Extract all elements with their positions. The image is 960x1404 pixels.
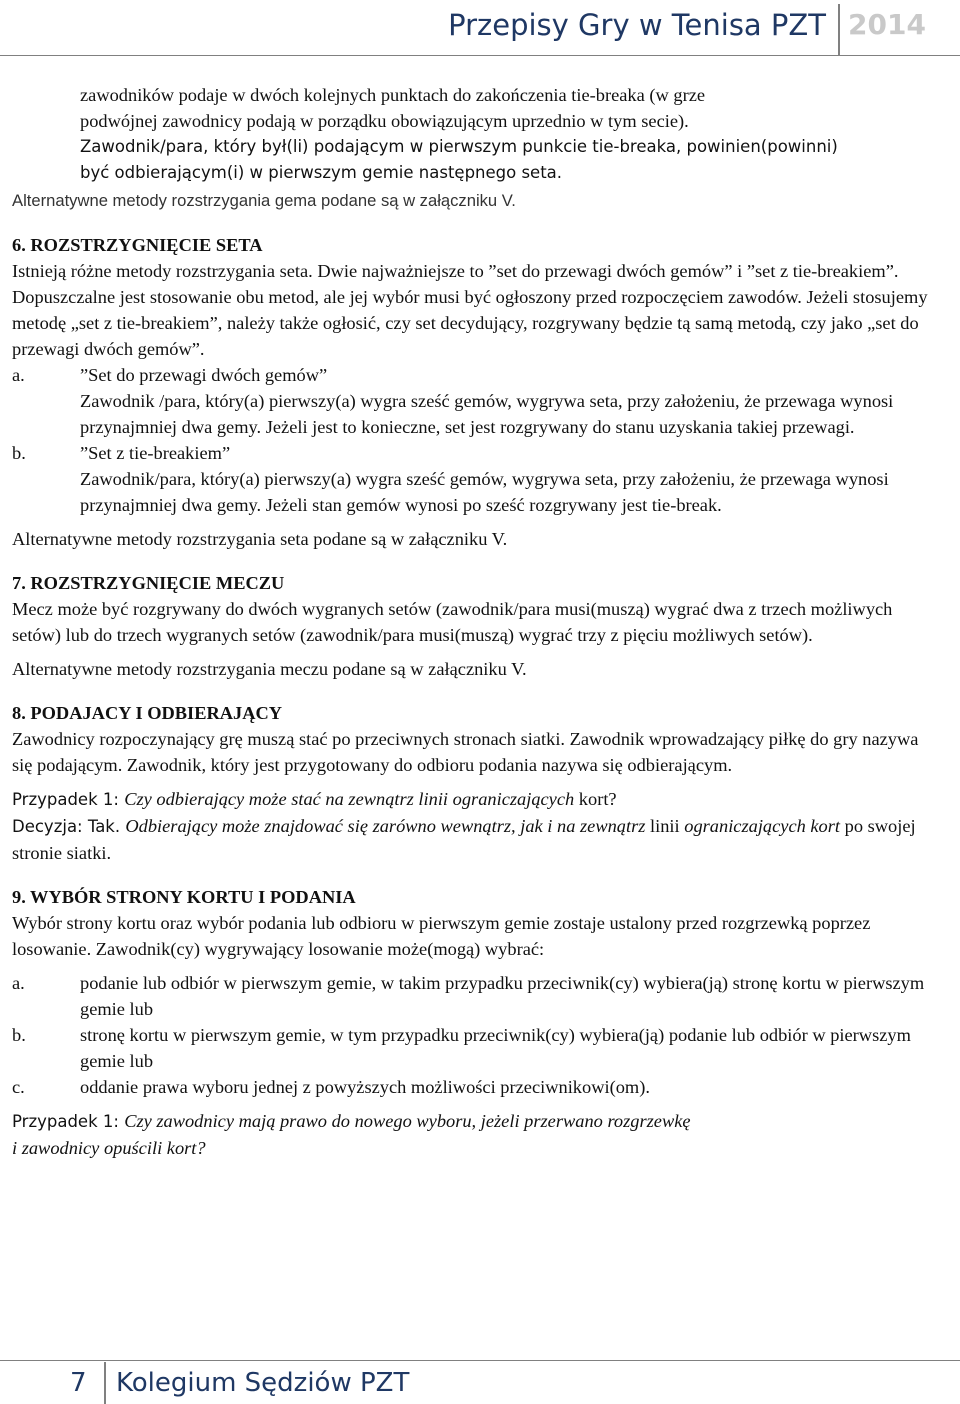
section-9-case <box>12 1108 942 1161</box>
header-year: 2014 <box>848 8 926 41</box>
list-item-title: ”Set do przewagi dwóch gemów” <box>80 365 328 385</box>
header-title: Przepisy Gry w Tenisa PZT <box>448 8 826 42</box>
list-marker: c. <box>12 1077 25 1097</box>
section-6-item-a-text: Zawodnik /para, który(a) pierwszy(a) wygra sześć gemów, wygrywa seta, przy założeniu, że przewaga wynosi przynajmniej dwa gemy. Jeżeli jest to konieczne, set jest rozgrywany do stanu uzyskania takiej przewagi. <box>80 391 894 437</box>
footer-rule <box>0 1360 960 1361</box>
section-9-item <box>12 970 942 1022</box>
case-question: i zawodnicy opuścili kort? <box>12 1138 206 1158</box>
section-6-body: Istnieją różne metody rozstrzygania seta. Dwie najważniejsze to ”set do przewagi dwóch gemów” i ”set z tie-breakiem”. Dopuszczalne jest stosowanie obu metod, ale jej wybór musi być ogłoszony przed rozpoczęciem zawodów. Jeżeli stosujemy metodę „set z tie-breakiem”, należy także ogłosić, czy set decydujący, rozgrywany będzie tą samą metodą, czy jako „set do przewagi dwóch gemów”. <box>12 261 928 359</box>
case-question: Czy odbierający może stać na zewnątrz linii ograniczających <box>124 789 575 809</box>
section-9-item <box>12 1022 942 1074</box>
section-9-heading: 9. WYBÓR STRONY KORTU I PODANIA <box>12 887 356 907</box>
alt-gem-note: Alternatywne metody rozstrzygania gema podane są w załączniku V. <box>12 191 516 210</box>
section-7-body: Mecz może być rozgrywany do dwóch wygranych setów (zawodnik/para musi(muszą) wygrać dwa z trzech możliwych setów) lub do trzech wygranych setów (zawodnik/para musi(muszą) wygrać trzy z pięciu możliwych setów). <box>12 599 893 645</box>
section-6-heading: 6. ROZSTRZYGNIĘCIE SETA <box>12 235 263 255</box>
section-8-heading: 8. PODAJACY I ODBIERAJĄCY <box>12 703 283 723</box>
case-label: Przypadek 1: <box>12 1112 125 1131</box>
list-marker: b. <box>12 443 26 463</box>
section-9-item <box>12 1074 942 1100</box>
intro-line: zawodników podaje w dwóch kolejnych punktach do zakończenia tie-breaka (w grze <box>80 85 706 105</box>
intro-line: Zawodnik/para, który był(li) podającym w pierwszym punkcie tie-breaka, powinien(powinni) <box>80 137 838 156</box>
section-7-heading: 7. ROZSTRZYGNIĘCIE MECZU <box>12 573 285 593</box>
alt-match-note: Alternatywne metody rozstrzygania meczu podane są w załączniku V. <box>12 659 527 679</box>
decision-italic: ograniczających kort <box>684 816 841 836</box>
section-8-case <box>12 786 942 813</box>
list-marker: a. <box>12 365 25 385</box>
decision-end: po swojej stronie siatki. <box>12 816 916 863</box>
list-item-text: podanie lub odbiór w pierwszym gemie, w takim przypadku przeciwnik(cy) wybiera(ją) stronę kortu w pierwszym gemie lub <box>80 973 925 1019</box>
decision-italic: Odbierający może znajdować się zarówno wewnątrz, jak i na zewnątrz <box>125 816 646 836</box>
section-9-body: Wybór strony kortu oraz wybór podania lub odbioru w pierwszym gemie zostaje ustalony przed rozgrzewką poprzez losowanie. Zawodnik(cy) wygrywający losowanie może(mogą) wybrać: <box>12 913 871 959</box>
header-rule <box>0 55 960 56</box>
section-6-item-b <box>12 440 942 466</box>
section-6-item-a <box>12 362 942 388</box>
section-8-body: Zawodnicy rozpoczynający grę muszą stać po przeciwnych stronach siatki. Zawodnik wprowadzający piłkę do gry nazywa się podającym. Zawodnik, który jest przygotowany do odbioru podania nazywa się odbierającym. <box>12 729 919 775</box>
case-question-end: kort? <box>574 789 617 809</box>
footer-org: Kolegium Sędziów PZT <box>116 1368 410 1398</box>
alt-set-note: Alternatywne metody rozstrzygania seta podane są w załączniku V. <box>12 529 508 549</box>
intro-paragraph <box>12 82 942 186</box>
header-divider <box>838 4 840 56</box>
list-marker: a. <box>12 973 25 993</box>
decision-mid: linii <box>645 816 685 836</box>
list-item-title: ”Set z tie-breakiem” <box>80 443 231 463</box>
intro-line: podwójnej zawodnicy podają w porządku obowiązującym uprzednio w tym secie). <box>80 111 689 131</box>
list-item-text: oddanie prawa wyboru jednej z powyższych możliwości przeciwnikowi(om). <box>80 1077 650 1097</box>
intro-line: być odbierającym(i) w pierwszym gemie następnego seta. <box>80 163 563 182</box>
list-marker: b. <box>12 1025 26 1045</box>
footer-divider <box>104 1362 106 1404</box>
case-question: Czy zawodnicy mają prawo do nowego wyboru, jeżeli przerwano rozgrzewkę <box>124 1111 691 1131</box>
section-6-item-b-text: Zawodnik/para, który(a) pierwszy(a) wygra sześć gemów, wygrywa seta, przy założeniu, że przewaga wynosi przynajmniej dwa gemy. Jeżeli stan gemów wynosi po sześć rozgrywany jest tie-break. <box>80 469 889 515</box>
section-8-decision <box>12 813 942 866</box>
page-content <box>12 82 942 1161</box>
page-number: 7 <box>70 1368 87 1398</box>
decision-label: Decyzja: Tak. <box>12 817 126 836</box>
case-label: Przypadek 1: <box>12 790 125 809</box>
list-item-text: stronę kortu w pierwszym gemie, w tym przypadku przeciwnik(cy) wybiera(ją) podanie lub odbiór w pierwszym gemie lub <box>80 1025 911 1071</box>
